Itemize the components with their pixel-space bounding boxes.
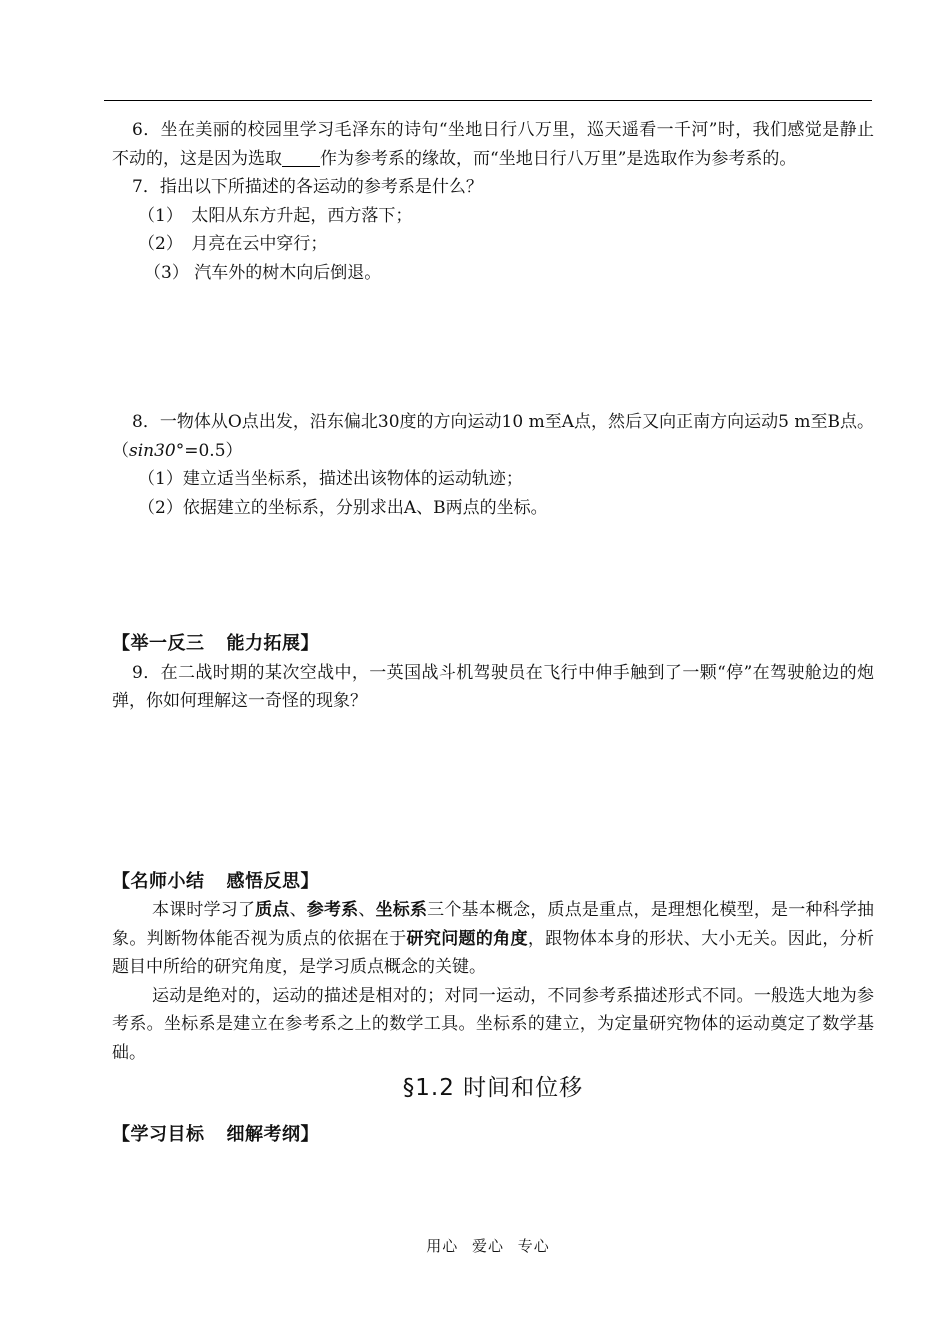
question-8-item-2: （2）依据建立的坐标系，分别求出A、B两点的坐标。 [138, 497, 548, 518]
question-7-item-3: （3） 汽车外的树木向后倒退。 [144, 262, 382, 283]
section-heading-objectives: 【学习目标 细解考纲】 [112, 1124, 319, 1145]
term-reference-frame: 参考系 [306, 900, 359, 920]
answer-space [112, 287, 874, 408]
sin-formula: sin30° [129, 440, 185, 461]
question-7-item-2: （2） 月亮在云中穿行； [138, 234, 328, 254]
term-coordinate-system: 坐标系 [375, 900, 428, 920]
summary-paragraph-1: 本课时学习了质点、参考系、坐标系三个基本概念，质点是重点，是理想化模型，是一种科学抽象。判断物体能否视为质点的依据在于研究问题的角度，跟物体本身的形状、大小无关。因此，分析题目中所给的研究角度，是学习质点概念的关键。 [112, 900, 875, 977]
section-heading-summary: 【名师小结 感悟反思】 [112, 870, 319, 892]
answer-blank [282, 148, 320, 167]
answer-space [112, 522, 874, 630]
term-particle: 质点 [255, 900, 290, 920]
answer-space [112, 716, 874, 868]
document-body [112, 116, 874, 1150]
section-heading-extension: 【举一反三 能力拓展】 [112, 633, 319, 654]
question-8-stem: 8．一物体从O点出发，沿东偏北30度的方向运动10 m至A点，然后又向正南方向运动5 m至B点。（sin30°=0.5） [112, 412, 874, 461]
page-footer: 用心 爱心 专心 [426, 1237, 550, 1255]
question-6: 6．坐在美丽的校园里学习毛泽东的诗句“坐地日行八万里，巡天遥看一千河”时，我们感觉是静止不动的，这是因为选取 作为参考系的缘故，而“坐地日行八万里”是选取作为参考系的。 [112, 120, 874, 169]
summary-paragraph-2: 运动是绝对的，运动的描述是相对的；对同一运动，不同参考系描述形式不同。一般选大地为参考系。坐标系是建立在参考系之上的数学工具。坐标系的建立，为定量研究物体的运动奠定了数学基础。 [112, 985, 874, 1063]
question-8-item-1: （1）建立适当坐标系，描述出该物体的运动轨迹； [138, 469, 523, 489]
header-rule [104, 100, 872, 101]
section-title: §1.2 时间和位移 [402, 1075, 584, 1101]
term-research-angle: 研究问题的角度 [406, 928, 528, 949]
question-7-item-1: （1） 太阳从东方升起，西方落下； [138, 205, 413, 226]
question-7-stem: 7．指出以下所描述的各运动的参考系是什么？ [132, 177, 483, 197]
question-9: 9．在二战时期的某次空战中，一英国战斗机驾驶员在飞行中伸手触到了一颗“停”在驾驶舱边的炮弹，你如何理解这一奇怪的现象？ [112, 662, 874, 711]
